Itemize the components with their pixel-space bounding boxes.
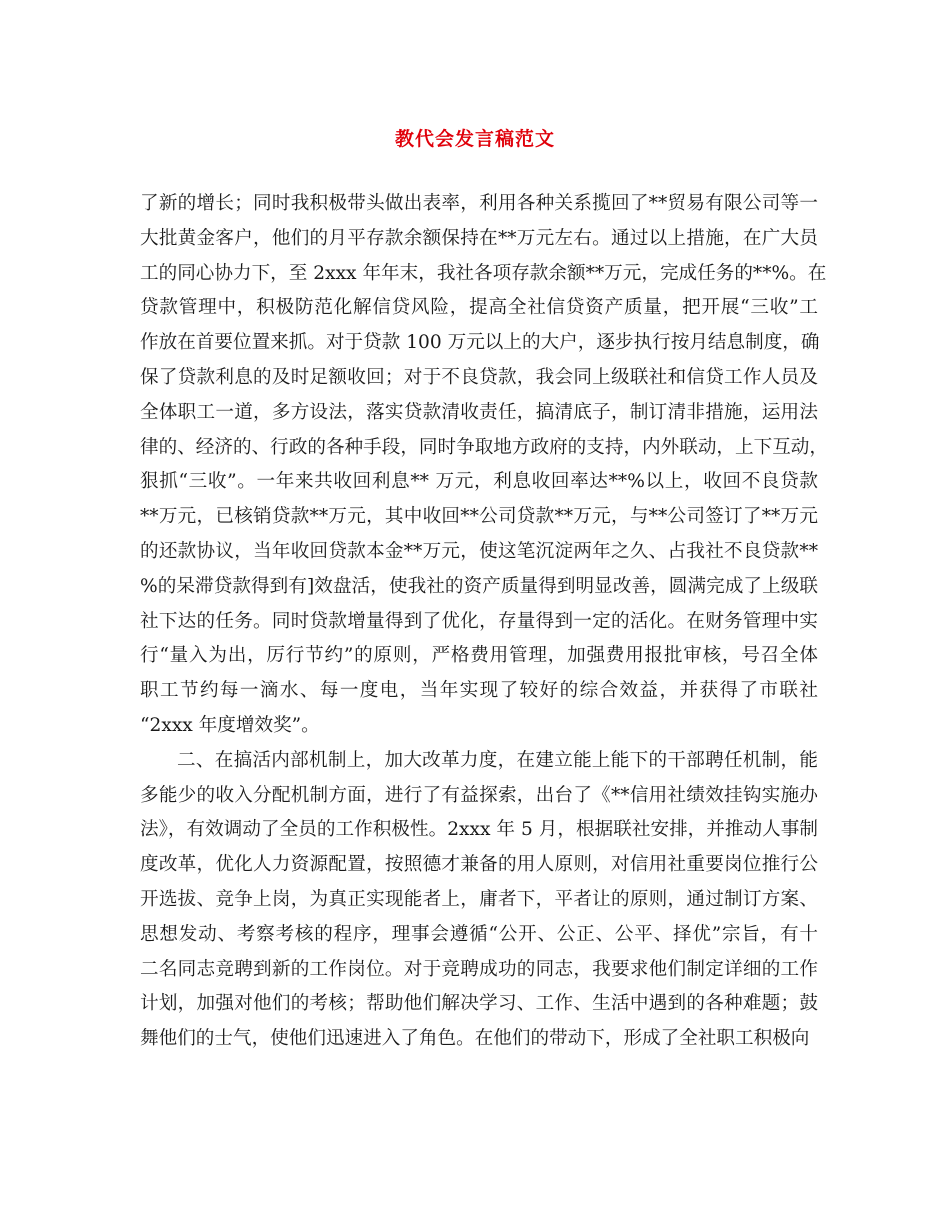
text-line: 法》，有效调动了全员的工作积极性。2xxx 年 5 月，根据联社安排，并推动人事制 <box>140 819 818 841</box>
text-line: 行“量入为出，厉行节约”的原则，严格费用管理，加强费用报批审核，号召全体 <box>140 645 818 667</box>
text-line: “2xxx 年度增效奖”。 <box>140 714 320 736</box>
text-line: 开选拔、竞争上岗，为真正实现能者上，庸者下，平者让的原则，通过制订方案、 <box>140 888 818 910</box>
text-line: 贷款管理中，积极防范化解信贷风险，提高全社信贷资产质量，把开展“三收”工 <box>140 297 818 319</box>
text-line: 二名同志竞聘到新的工作岗位。对于竞聘成功的同志，我要求他们制定详细的工作 <box>140 958 818 980</box>
text-line: 作放在首要位置来抓。对于贷款 100 万元以上的大户，逐步执行按月结息制度，确 <box>140 332 820 354</box>
text-line: 计划，加强对他们的考核；帮助他们解决学习、工作、生活中遇到的各种难题；鼓 <box>140 993 818 1015</box>
paragraph <box>140 187 828 744</box>
text-line: %的呆滞贷款得到有]效盘活，使我社的资产质量得到明显改善，圆满完成了上级联 <box>140 575 818 597</box>
text-line: 了新的增长；同时我积极带头做出表率，利用各种关系揽回了**贸易有限公司等一 <box>140 193 818 214</box>
text-line: 社下达的任务。同时贷款增量得到了优化，存量得到一定的活化。在财务管理中实 <box>140 610 818 632</box>
text-line: 律的、经济的、行政的各种手段，同时争取地方政府的支持，内外联动，上下互动， <box>140 436 828 458</box>
text-line: 职工节约每一滴水、每一度电，当年实现了较好的综合效益，并获得了市联社 <box>140 680 818 702</box>
text-line: 度改革，优化人力资源配置，按照德才兼备的用人原则，对信用社重要岗位推行公 <box>140 854 818 876</box>
text-line: 全体职工一道，多方设法，落实贷款清收责任，搞清底子，制订清非措施，运用法 <box>140 401 818 423</box>
text-line: 二、在搞活内部机制上，加大改革力度，在建立能上能下的干部聘任机制，能 <box>177 749 818 771</box>
text-line: 保了贷款利息的及时足额收回；对于不良贷款，我会同上级联社和信贷工作人员及 <box>140 366 818 388</box>
text-line: 大批黄金客户，他们的月平存款余额保持在**万元左右。通过以上措施，在广大员 <box>140 227 818 249</box>
text-line: 工的同心协力下，至 2xxx 年年末，我社各项存款余额**万元，完成任务的**%。在 <box>140 262 827 284</box>
text-line: 的还款协议，当年收回贷款本金**万元，使这笔沉淀两年之久、占我社不良贷款** <box>140 540 818 562</box>
text-line: **万元，已核销贷款**万元，其中收回**公司贷款**万元，与**公司签订了**万元 <box>140 506 818 528</box>
text-line: 舞他们的士气，使他们迅速进入了角色。在他们的带动下，形成了全社职工积极向 <box>140 1028 810 1050</box>
text-line: 狠抓“三收”。一年来共收回利息** 万元，利息收回率达**%以上，收回不良贷款 <box>140 471 818 493</box>
document-title: 教代会发言稿范文 <box>394 128 555 150</box>
paragraph <box>140 744 818 1057</box>
document-body <box>140 187 828 1057</box>
text-line: 多能少的收入分配机制方面，进行了有益探索，出台了《**信用社绩效挂钩实施办 <box>140 784 818 806</box>
text-line: 思想发动、考察考核的程序，理事会遵循“公开、公正、公平、择优”宗旨，有十 <box>140 923 818 945</box>
